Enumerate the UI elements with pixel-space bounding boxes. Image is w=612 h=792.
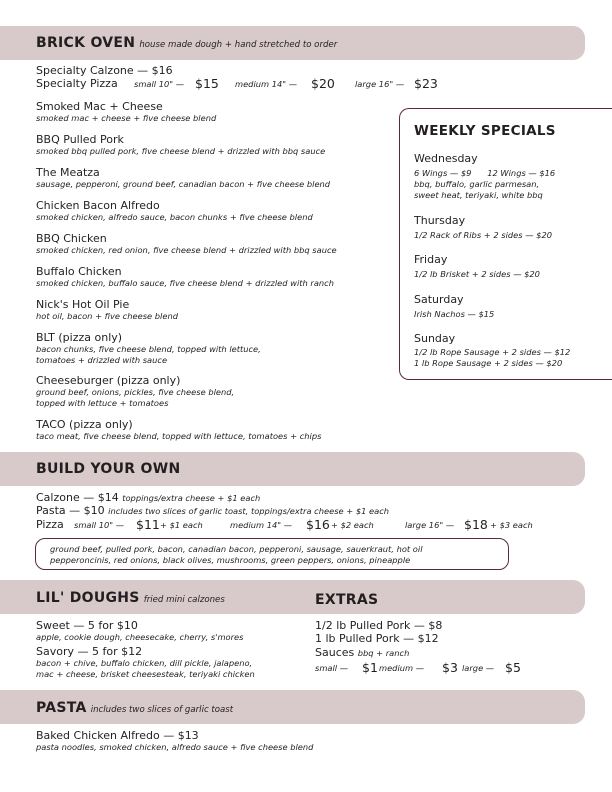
special-line: 1/2 lb Brisket + 2 sides — $20	[414, 269, 540, 279]
sauce-small-label: small —	[315, 663, 349, 673]
savory-name: Savory — 5 for $12	[36, 645, 143, 658]
menu-item-name: TACO (pizza only)	[36, 418, 133, 431]
weekly-specials-box	[399, 108, 612, 380]
byo-pizza-large-price: $18	[464, 517, 488, 532]
byo-calzone-note: toppings/extra cheese + $1 each	[122, 493, 261, 503]
byo-pizza-large-label: large 16" —	[405, 520, 455, 530]
sauce-large-label: large —	[462, 663, 495, 673]
specialty-pizza	[36, 77, 118, 90]
special-line: bbq, buffalo, garlic parmesan,	[414, 179, 540, 189]
menu-item-name: BLT (pizza only)	[36, 331, 123, 344]
special-line: sweet heat, teriyaki, white bbq	[414, 190, 543, 200]
byo-pizza-large-add: + $3 each	[490, 520, 533, 530]
specialty-pizza-small-price: $15	[195, 76, 219, 91]
menu-item-desc: hot oil, bacon + five cheese blend	[36, 311, 178, 321]
sauces-note: bbq + ranch	[357, 648, 410, 658]
menu-item-desc: smoked chicken, alfredo sauce, bacon chunks + five cheese blend	[36, 212, 313, 222]
build-your-own-title: BUILD YOUR OWN	[36, 461, 181, 477]
menu-item-desc: taco meat, five cheese blend, topped with lettuce, tomatoes + chips	[36, 431, 322, 441]
lil-dough-savory	[36, 645, 255, 679]
byo-pizza-medium-label: medium 14" —	[230, 520, 293, 530]
specialty-calzone: Specialty Calzone — $16	[36, 64, 173, 77]
lil-dough-sweet	[36, 619, 243, 643]
special-line: Irish Nachos — $15	[414, 309, 495, 319]
menu-item-desc: topped with lettuce + tomatoes	[36, 397, 169, 408]
lil-doughs-title	[36, 590, 225, 606]
byo-pizza-medium-add: + $2 each	[331, 520, 374, 530]
weekly-specials-title: WEEKLY SPECIALS	[414, 123, 556, 139]
menu-item-name: BBQ Chicken	[36, 232, 107, 245]
pasta-item	[36, 729, 313, 753]
menu-item-name: Buffalo Chicken	[36, 265, 122, 278]
menu-item-name: Nick's Hot Oil Pie	[36, 298, 130, 311]
menu-item	[36, 166, 330, 190]
menu-item-desc: bacon chunks, five cheese blend, topped with lettuce,	[36, 344, 261, 354]
byo-calzone	[36, 491, 260, 505]
menu-item	[36, 199, 313, 223]
menu-item	[36, 265, 334, 289]
specialty-pizza-medium-label: medium 14" —	[235, 79, 298, 89]
byo-pasta	[36, 504, 389, 518]
byo-pizza-name: Pizza	[36, 518, 64, 531]
sauces-name: Sauces	[315, 646, 355, 659]
sauce-medium-price: $3	[442, 660, 458, 675]
menu-item-name: Chicken Bacon Alfredo	[36, 199, 160, 212]
special-line: 1/2 lb Rope Sausage + 2 sides — $12	[414, 347, 571, 357]
savory-desc: bacon + chive, buffalo chicken, dill pickle, jalapeno,	[36, 658, 253, 668]
toppings-box	[35, 538, 509, 570]
special-day: Saturday	[414, 293, 464, 306]
menu-item	[36, 331, 261, 365]
brick-oven-subtitle: house made dough + hand stretched to order	[139, 40, 338, 50]
byo-pasta-name: Pasta — $10	[36, 504, 105, 517]
special-day: Friday	[414, 253, 448, 266]
extras-title: EXTRAS	[315, 592, 379, 608]
toppings-line: pepperoncinis, red onions, black olives, mushrooms, green peppers, onions, pineapple	[50, 555, 411, 565]
menu-item-desc: smoked bbq pulled pork, five cheese blend + drizzled with bbq sauce	[36, 146, 326, 156]
savory-desc: mac + cheese, brisket cheesesteak, teriyaki chicken	[36, 668, 255, 679]
specialty-pizza-medium-price: $20	[311, 76, 335, 91]
toppings-line: ground beef, pulled pork, bacon, canadian bacon, pepperoni, sausage, sauerkraut, hot oil	[50, 544, 423, 554]
special-day: Wednesday	[414, 152, 478, 165]
brick-oven-title-text: BRICK OVEN	[36, 35, 136, 51]
menu-item-desc: ground beef, onions, pickles, five cheese blend,	[36, 387, 235, 397]
menu-item-desc: smoked chicken, buffalo sauce, five cheese blend + drizzled with ranch	[36, 278, 334, 288]
pasta-item-name: Baked Chicken Alfredo — $13	[36, 729, 199, 742]
sauce-small-price: $1	[362, 660, 378, 675]
sweet-name: Sweet — 5 for $10	[36, 619, 138, 632]
pasta-subtitle: includes two slices of garlic toast	[90, 705, 234, 715]
byo-pizza-small-price: $11	[136, 517, 160, 532]
menu-item-name: BBQ Pulled Pork	[36, 133, 124, 146]
brick-oven-title	[36, 35, 337, 51]
extras-half-pork: 1/2 lb Pulled Pork — $8	[315, 619, 443, 632]
pasta-item-desc: pasta noodles, smoked chicken, alfredo sauce + five cheese blend	[36, 742, 314, 752]
menu-item	[36, 418, 321, 442]
byo-pasta-note: includes two slices of garlic toast, toppings/extra cheese + $1 each	[108, 506, 390, 516]
specialty-pizza-large-label: large 16" —	[355, 79, 405, 89]
menu-item	[36, 374, 234, 408]
menu-item-name: Smoked Mac + Cheese	[36, 100, 163, 113]
lil-doughs-subtitle: fried mini calzones	[143, 595, 225, 605]
menu-item	[36, 133, 325, 157]
specialty-pizza-small-label: small 10" —	[134, 79, 185, 89]
byo-pizza-medium-price: $16	[306, 517, 330, 532]
byo-pizza	[36, 518, 64, 531]
sauce-medium-label: medium —	[379, 663, 425, 673]
menu-item-desc: smoked mac + cheese + five cheese blend	[36, 113, 217, 123]
lil-doughs-title-text: LIL' DOUGHS	[36, 590, 140, 606]
special-day: Sunday	[414, 332, 456, 345]
special-line: 1/2 Rack of Ribs + 2 sides — $20	[414, 230, 553, 240]
pasta-title	[36, 700, 233, 716]
byo-pizza-small-label: small 10" —	[74, 520, 125, 530]
menu-item-name: Cheeseburger (pizza only)	[36, 374, 181, 387]
specialty-pizza-large-price: $23	[414, 76, 438, 91]
menu-item-desc: sausage, pepperoni, ground beef, canadian bacon + five cheese blend	[36, 179, 331, 189]
sweet-desc: apple, cookie dough, cheesecake, cherry, s'mores	[36, 632, 244, 642]
special-line: 6 Wings — $9 12 Wings — $16	[414, 168, 556, 178]
byo-calzone-name: Calzone — $14	[36, 491, 119, 504]
byo-pizza-small-add: + $1 each	[160, 520, 203, 530]
menu-item	[36, 100, 216, 124]
special-day: Thursday	[414, 214, 466, 227]
menu-item-desc: smoked chicken, red onion, five cheese blend + drizzled with bbq sauce	[36, 245, 337, 255]
pasta-title-text: PASTA	[36, 700, 87, 716]
menu-item-name: The Meatza	[36, 166, 100, 179]
menu-item-desc: tomatoes + drizzled with sauce	[36, 354, 168, 365]
menu-item	[36, 298, 178, 322]
extras-sauces	[315, 646, 409, 660]
sauce-large-price: $5	[505, 660, 521, 675]
menu-item	[36, 232, 337, 256]
specialty-pizza-name: Specialty Pizza	[36, 77, 118, 90]
special-line: 1 lb Rope Sausage + 2 sides — $20	[414, 358, 563, 368]
extras-full-pork: 1 lb Pulled Pork — $12	[315, 632, 439, 645]
